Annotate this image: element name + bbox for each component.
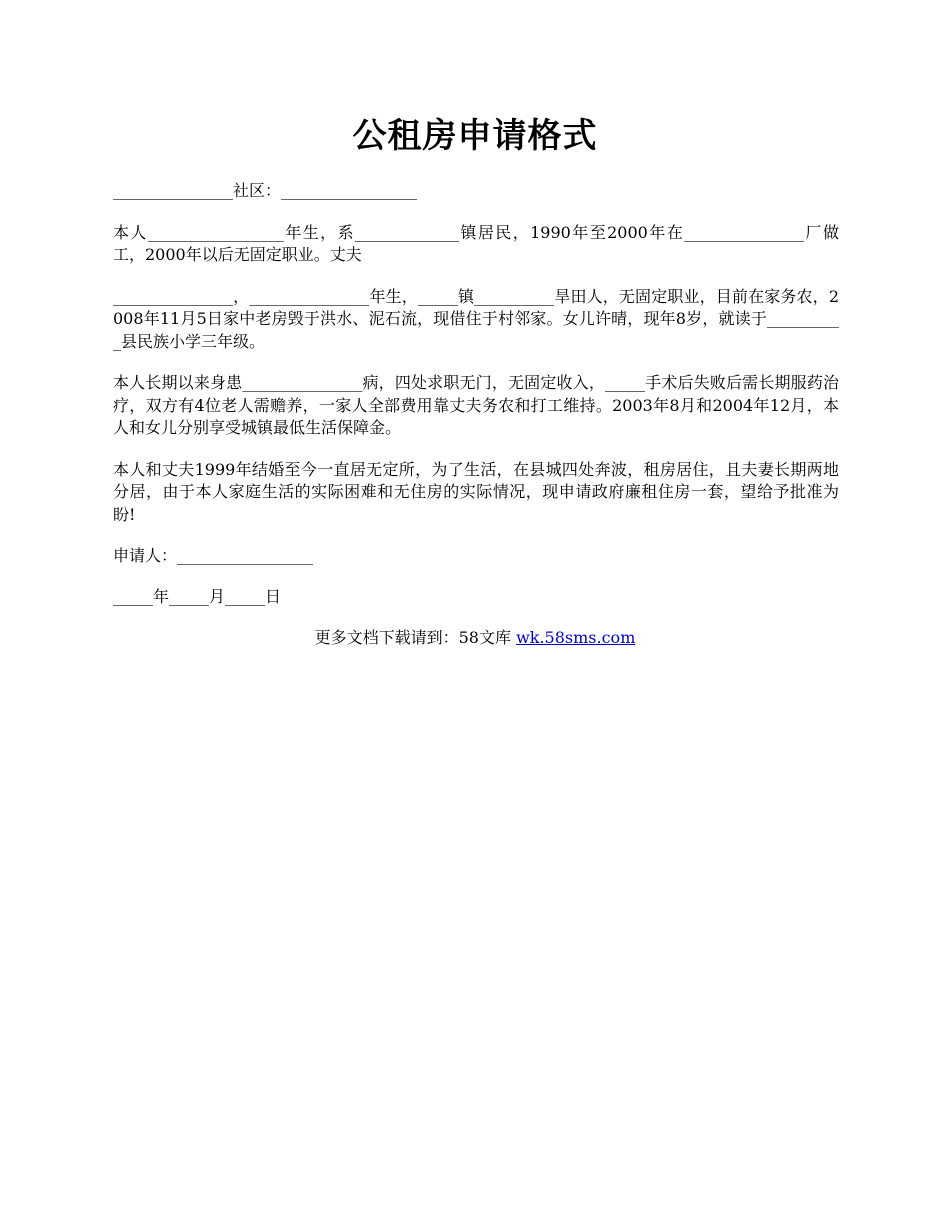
- health-income-paragraph: 本人长期以来身患_______________病，四处求职无门，无固定收入，_____手术后失败后需长期服药治疗，双方有4位老人需赡养，一家人全部费用靠丈夫务农和打工维持。2003年8月和2004年12月，本人和女儿分别享受城镇最低生活保障金。: [113, 373, 839, 437]
- date-line: _____年_____月_____日: [113, 586, 282, 606]
- applicant-signature-line: 申请人：_________________: [113, 546, 314, 565]
- footer-prefix: 更多文档下载请到：58文库: [314, 628, 517, 647]
- footer-link[interactable]: wk.58sms.com: [516, 628, 636, 647]
- download-footer: [0, 627, 950, 649]
- housing-request-paragraph: 本人和丈夫1999年结婚至今一直居无定所，为了生活，在县城四处奔波，租房居住，且夫妻长期两地分居，由于本人家庭生活的实际困难和无住房的实际情况，现申请政府廉租住房一套，望给予批准为盼!: [113, 459, 839, 524]
- applicant-intro-paragraph: 本人_________________年生，系_____________镇居民，1990年至2000年在_______________厂做工，2000年以后无固定职业。丈夫: [113, 222, 839, 264]
- document-title: 公租房申请格式: [352, 116, 598, 156]
- document-body: [113, 180, 839, 627]
- community-line: _______________社区：_________________: [113, 181, 418, 200]
- family-paragraph: _______________，_______________年生，_____镇__________旱田人，无固定职业，目前在家务农，2008年11月5日家中老房毁于洪水、泥石流，现借住于村邻家。女儿许晴，现年8岁，就读于__________县民族小学三年级。: [113, 286, 839, 351]
